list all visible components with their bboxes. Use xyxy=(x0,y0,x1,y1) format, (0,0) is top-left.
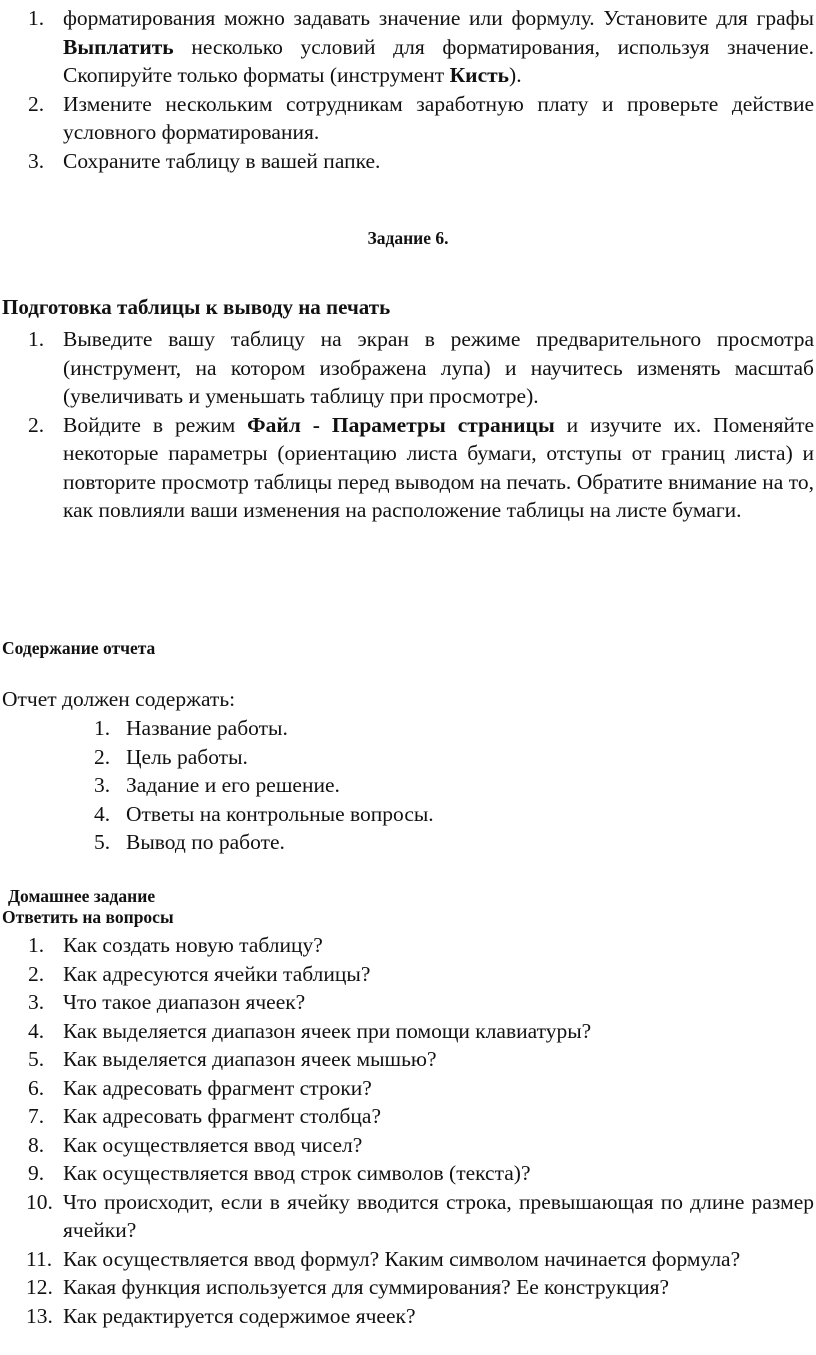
question-item xyxy=(0,960,814,989)
list-text: Название работы. xyxy=(126,716,288,740)
print-section-heading: Подготовка таблицы к выводу на печать xyxy=(2,295,391,319)
question-item xyxy=(0,1245,814,1274)
list-number: 4. xyxy=(94,801,111,826)
question-item xyxy=(0,1045,814,1074)
question-item xyxy=(0,1102,814,1131)
print-numbered-list xyxy=(0,325,816,525)
question-item xyxy=(0,1188,814,1245)
question-item xyxy=(0,1273,814,1302)
list-item xyxy=(0,800,814,829)
list-text: Как осуществляется ввод строк символов (текста)? xyxy=(63,1161,531,1185)
list-text: Как выделяется диапазон ячеек мышью? xyxy=(63,1047,437,1071)
text-run: несколько условий для форматирования, используя значение. Скопируйте только форматы (инструмент xyxy=(63,34,814,87)
list-item xyxy=(0,828,814,857)
questions-heading: Ответить на вопросы xyxy=(2,907,174,927)
list-number: 2. xyxy=(94,744,111,769)
list-text xyxy=(63,90,814,147)
list-text: Ответы на контрольные вопросы. xyxy=(126,801,434,826)
question-item xyxy=(0,1131,814,1160)
list-text: Как редактируется содержимое ячеек? xyxy=(63,1303,416,1328)
list-number: 7. xyxy=(28,1104,45,1128)
list-number: 11. xyxy=(26,1246,53,1271)
list-number: 1. xyxy=(28,933,45,957)
list-text: Как осуществляется ввод формул? Каким символом начинается формула? xyxy=(63,1246,741,1271)
list-number: 6. xyxy=(28,1075,45,1100)
list-item xyxy=(0,325,814,411)
list-text xyxy=(63,147,814,176)
text-run: и изучите их. Поменяйте некоторые параметры (ориентацию листа бумаги, отступы от границ листа) и повторите просмотр таблицы перед выводом на печать. Обратите внимание на то, как повлияли ваши изменения на расположение таблицы на листе бумаги. xyxy=(63,412,815,522)
homework-heading: Домашнее задание xyxy=(8,886,156,906)
list-text xyxy=(63,4,814,90)
list-item xyxy=(0,4,814,90)
list-number: 2. xyxy=(28,412,45,437)
report-intro: Отчет должен содержать: xyxy=(2,687,236,711)
list-text: Что такое диапазон ячеек? xyxy=(63,990,306,1014)
questions-list xyxy=(0,931,816,1330)
text-run: Выведите вашу таблицу на экран в режиме предварительного просмотра (инструмент, на котором изображена лупа) и научитесь изменять масштаб (увеличивать и уменьшать таблицу при просмотре). xyxy=(63,327,814,408)
list-number: 3. xyxy=(28,990,45,1014)
list-number: 9. xyxy=(28,1161,45,1185)
text-run: форматирования можно задавать значение или формулу. Установите для графы xyxy=(63,6,814,30)
text-run: Войдите в режим xyxy=(63,412,248,437)
report-heading: Содержание отчета xyxy=(2,638,156,658)
list-text: Что происходит, если в ячейку вводится строка, превышающая по длине размер ячейки? xyxy=(63,1189,814,1242)
list-number: 2. xyxy=(28,961,45,986)
list-number: 8. xyxy=(28,1132,45,1157)
bold-term: Кисть xyxy=(449,63,510,87)
list-number: 3. xyxy=(94,773,111,797)
list-text: Какая функция используется для суммирования? Ее конструкция? xyxy=(63,1275,670,1299)
list-number: 5. xyxy=(94,830,111,854)
list-number: 12. xyxy=(26,1275,53,1299)
list-item xyxy=(0,411,814,525)
question-item xyxy=(0,988,814,1017)
list-number: 2. xyxy=(28,91,45,116)
task-title: Задание 6. xyxy=(367,228,449,248)
bold-term: Файл - Параметры страницы xyxy=(247,412,555,437)
list-text xyxy=(63,325,814,411)
list-text: Как создать новую таблицу? xyxy=(63,933,323,957)
list-text: Как адресуются ячейки таблицы? xyxy=(63,961,371,986)
list-item xyxy=(0,714,814,743)
question-item xyxy=(0,1302,814,1331)
list-text: Вывод по работе. xyxy=(126,830,285,854)
list-item xyxy=(0,90,814,147)
list-item xyxy=(0,771,814,800)
list-number: 1. xyxy=(28,6,45,30)
list-number: 1. xyxy=(28,327,45,351)
list-text: Как адресовать фрагмент строки? xyxy=(63,1075,372,1100)
list-number: 13. xyxy=(26,1303,53,1328)
list-text: Задание и его решение. xyxy=(126,773,340,797)
list-text: Как адресовать фрагмент столбца? xyxy=(63,1104,382,1128)
text-run: Сохраните таблицу в вашей папке. xyxy=(63,148,381,173)
report-numbered-list xyxy=(0,714,816,857)
bold-term: Выплатить xyxy=(63,34,174,59)
question-item xyxy=(0,1017,814,1046)
list-text: Цель работы. xyxy=(126,744,248,769)
list-number: 1. xyxy=(94,716,111,740)
list-item xyxy=(0,147,814,176)
list-text: Как осуществляется ввод чисел? xyxy=(63,1132,363,1157)
text-run: Измените нескольким сотрудникам заработную плату и проверьте действие условного форматирования. xyxy=(63,91,814,144)
list-text: Как выделяется диапазон ячеек при помощи клавиатуры? xyxy=(63,1018,592,1043)
list-number: 3. xyxy=(28,148,45,173)
list-number: 10. xyxy=(26,1189,53,1214)
list-item xyxy=(0,743,814,772)
list-number: 5. xyxy=(28,1047,45,1071)
question-item xyxy=(0,931,814,960)
top-numbered-list xyxy=(0,4,816,175)
question-item xyxy=(0,1074,814,1103)
list-text xyxy=(63,411,814,525)
text-run: ). xyxy=(509,63,522,87)
list-number: 4. xyxy=(28,1018,45,1043)
question-item xyxy=(0,1159,814,1188)
